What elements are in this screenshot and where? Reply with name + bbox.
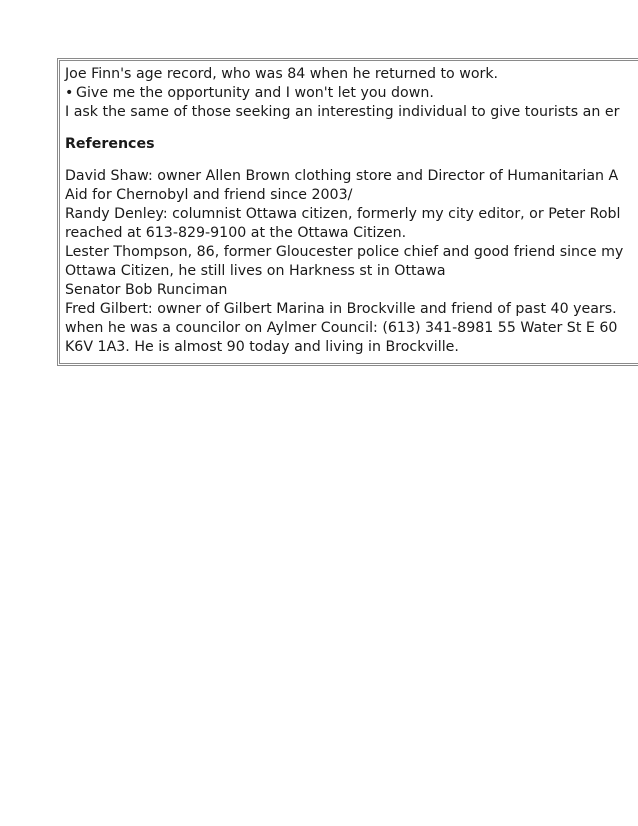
document-content xyxy=(65,65,638,357)
reference-line: Ottawa Citizen, he still lives on Harkness st in Ottawa xyxy=(65,263,446,279)
reference-line: David Shaw: owner Allen Brown clothing store and Director of Humanitarian A xyxy=(65,168,619,184)
reference-line: Fred Gilbert: owner of Gilbert Marina in Brockville and friend of past 40 years. xyxy=(65,301,617,317)
reference-line: Lester Thompson, 86, former Gloucester police chief and good friend since my xyxy=(65,244,624,260)
spacer xyxy=(65,154,638,167)
intro-line-1: Joe Finn's age record, who was 84 when he returned to work. xyxy=(65,66,499,82)
bullet-item xyxy=(65,84,638,103)
reference-line: Randy Denley: columnist Ottawa citizen, formerly my city editor, or Peter Robl xyxy=(65,206,621,222)
references-heading: References xyxy=(65,136,155,152)
reference-line: Senator Bob Runciman xyxy=(65,282,228,298)
reference-line: reached at 613-829-9100 at the Ottawa Citizen. xyxy=(65,225,407,241)
intro-line-3: I ask the same of those seeking an interesting individual to give tourists an er xyxy=(65,104,620,120)
bullet-item-text: Give me the opportunity and I won't let you down. xyxy=(76,85,434,101)
reference-line: K6V 1A3. He is almost 90 today and living in Brockville. xyxy=(65,339,459,355)
reference-line: Aid for Chernobyl and friend since 2003/ xyxy=(65,187,353,203)
spacer xyxy=(65,122,638,135)
bullet-icon: • xyxy=(65,85,74,101)
reference-line: when he was a councilor on Aylmer Council: (613) 341-8981 55 Water St E 60 xyxy=(65,320,618,336)
